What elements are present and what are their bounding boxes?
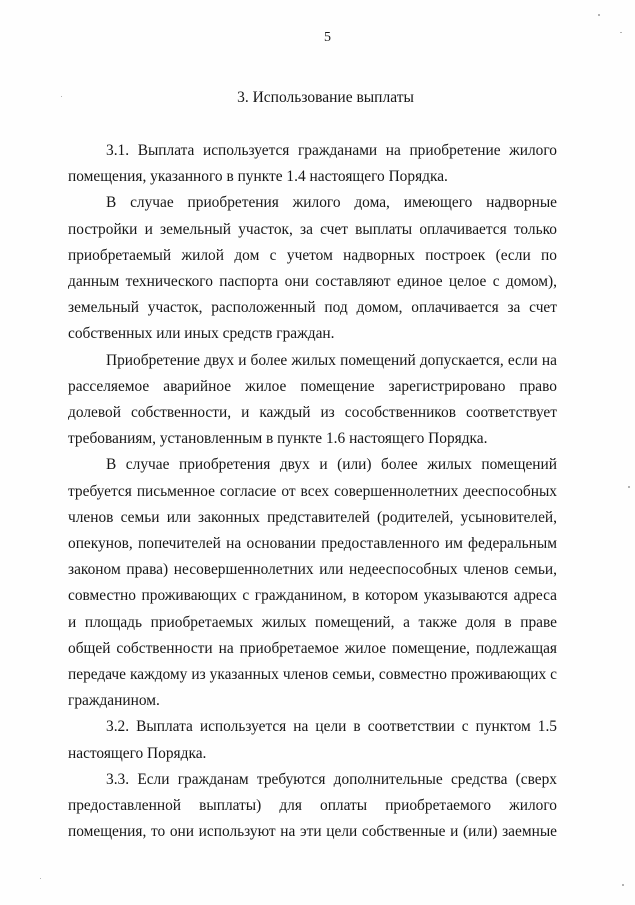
paragraph: В случае приобретения жилого дома, имеющего надворные постройки и земельный участок, за счет выплаты оплачивается только приобретаемый жилой дом с учетом надворных построек (если по данным технического паспорта они составляют единое целое с домом), земельный участок, расположенный под домом, оплачивается за счет собственных или иных средств граждан. — [68, 194, 557, 343]
paragraph: 3.3. Если гражданам требуются дополнительные средства (сверх предоставленной выплаты) для оплаты приобретаемого жилого помещения, то они используют на эти цели собственные и (или) заемные — [68, 770, 557, 841]
scan-speck — [628, 486, 630, 488]
section-title: 3. Использование выплаты — [237, 89, 414, 106]
paragraph: 3.1. Выплата используется гражданами на приобретение жилого помещения, указанного в пункте 1.4 настоящего Порядка. — [68, 142, 557, 186]
body-text — [68, 138, 557, 845]
scan-speck — [622, 884, 624, 886]
scan-speck — [40, 878, 41, 879]
scan-speck — [620, 32, 622, 33]
paragraph: В случае приобретения двух и (или) более жилых помещений требуется письменное согласие от всех совершеннолетних дееспособных членов семьи или законных представителей (родителей, усыновителей, опекунов, попечителей на основании предоставленного им федеральным законом права) несовершеннолетних или недееспособных членов семьи, совместно проживающих с гражданином, в котором указываются адреса и площадь приобретаемых жилых помещений, а также доля в праве общей собственности на приобретаемое жилое помещение, подлежащая передаче каждому из указанных членов семьи, совместно проживающих с гражданином. — [68, 456, 557, 710]
paragraph: 3.2. Выплата используется на цели в соответствии с пунктом 1.5 настоящего Порядка. — [68, 718, 557, 762]
paragraph: Приобретение двух и более жилых помещений допускается, если на расселяемое аварийное жилое помещение зарегистрировано право долевой собственности, и каждый из сособственников соответствует требованиям, установленным в пункте 1.6 настоящего Порядка. — [68, 351, 557, 448]
page-number: 5 — [324, 30, 331, 45]
scan-speck — [61, 96, 62, 97]
scan-speck — [598, 14, 600, 16]
